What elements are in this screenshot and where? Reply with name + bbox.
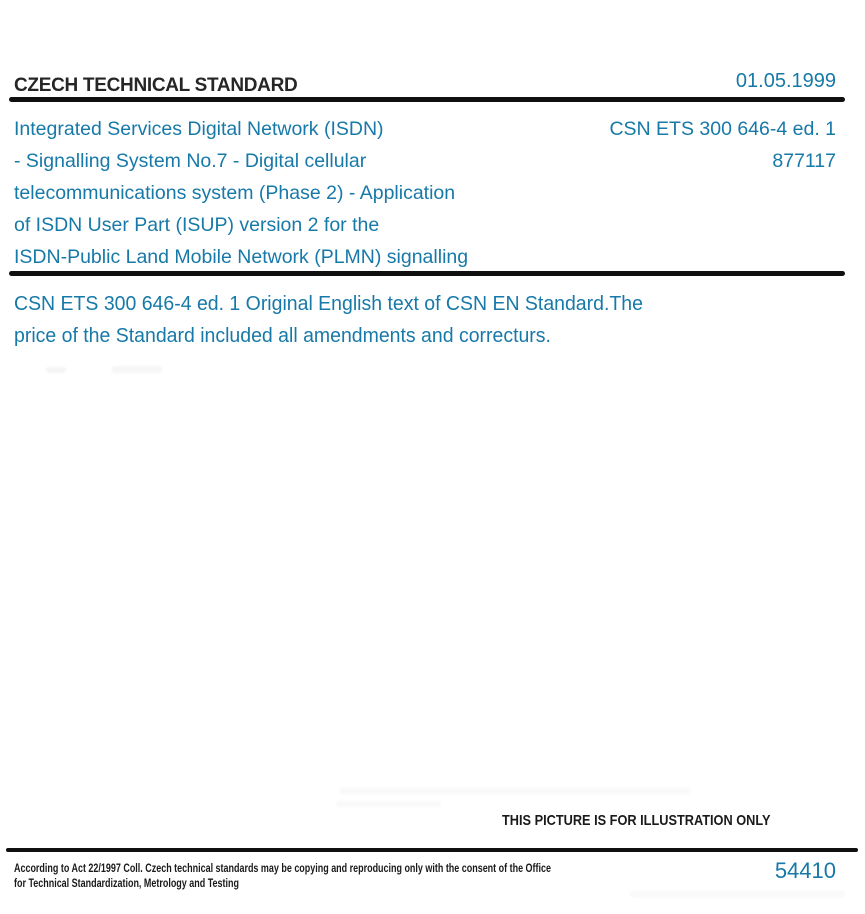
page-title: CZECH TECHNICAL STANDARD xyxy=(14,75,298,96)
description-line: price of the Standard included all amendments and correcturs. xyxy=(14,324,551,347)
scan-artifact xyxy=(46,367,66,373)
standard-title xyxy=(14,113,468,273)
scan-artifact xyxy=(336,801,441,807)
standard-title-line: - Signalling System No.7 - Digital cellular xyxy=(14,150,367,172)
scan-artifact xyxy=(112,366,162,373)
catalog-number: 877117 xyxy=(772,150,836,172)
scan-artifact xyxy=(340,787,690,795)
header-rule xyxy=(9,97,845,102)
publication-date: 01.05.1999 xyxy=(735,70,836,92)
description-line: CSN ETS 300 646-4 ed. 1 Original English text of CSN EN Standard.The xyxy=(14,292,643,315)
standard-description xyxy=(14,288,676,352)
footer-legal-line: According to Act 22/1997 Coll. Czech technical standards may be copying and reproducing only with the consent of the Office xyxy=(14,863,551,875)
standard-title-line: telecommunications system (Phase 2) - Application xyxy=(14,182,456,204)
footer-legal-line: for Technical Standardization, Metrology and Testing xyxy=(14,878,239,890)
illustration-notice: THIS PICTURE IS FOR ILLUSTRATION ONLY xyxy=(502,812,771,829)
title-rule xyxy=(9,271,845,276)
standard-title-line: Integrated Services Digital Network (ISDN) xyxy=(14,118,384,140)
standard-reference-block xyxy=(609,113,836,177)
footer-legal-text xyxy=(14,862,702,892)
footer-rule xyxy=(6,848,858,852)
standard-reference: CSN ETS 300 646-4 ed. 1 xyxy=(609,118,836,140)
standard-title-line: of ISDN User Part (ISUP) version 2 for the xyxy=(14,214,380,236)
document-number: 54410 xyxy=(774,858,836,883)
standard-title-line: ISDN-Public Land Mobile Network (PLMN) signalling xyxy=(14,246,469,268)
